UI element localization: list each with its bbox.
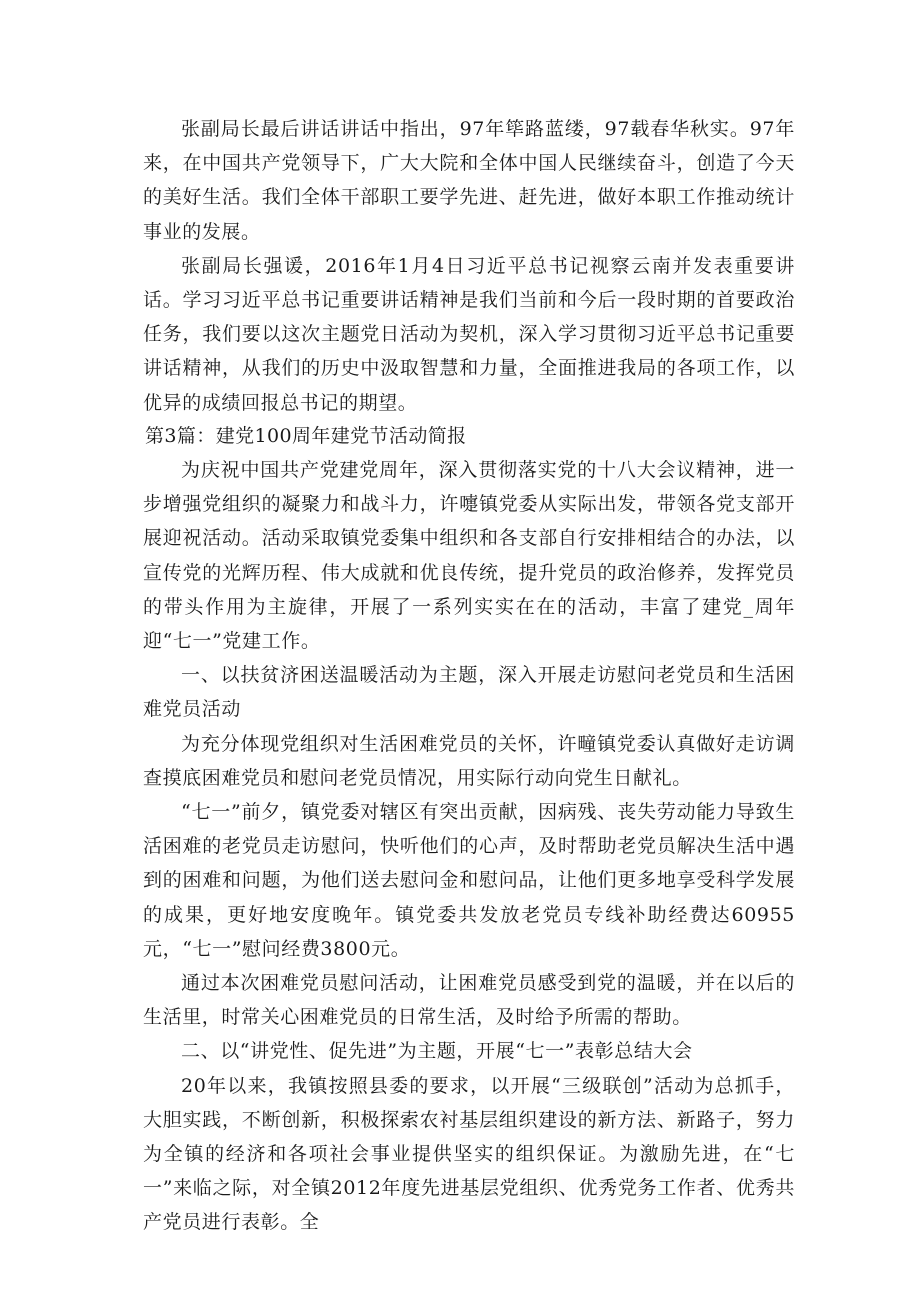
paragraph: 为庆祝中国共产党建党周年，深入贯彻落实党的十八大会议精神，进一步增强党组织的凝聚力和战斗力，许嚏镇党委从实际出发，带领各党支部开展迎祝活动。活动采取镇党委集中组织和各支部自行安排相结合的办法，以宣传党的光辉历程、伟大成就和优良传统，提升党员的政治修养，发挥党员的带头作用为主旋律，开展了一系列实实在在的活动，丰富了建党_周年迎“七一”党建工作。 bbox=[143, 459, 795, 653]
paragraph: “七一”前夕，镇党委对辖区有突出贡献，因病残、丧失劳动能力导致生活困难的老党员走访慰问，快听他们的心声，及时帮助老党员解决生活中遇到的困难和问题，为他们送去慰问金和慰问品，让他们更多地享受科学发展的成果，更好地安度晚年。镇党委共发放老党员专线补助经费达60955元，“七一”慰问经费3800元。 bbox=[143, 801, 795, 960]
paragraph: 为充分体现党组织对生活困难党员的关怀，许疃镇党委认真做好走访调查摸底困难党员和慰问老党员情况，用实际行动向党生日献礼。 bbox=[143, 732, 795, 789]
subheading-1: 一、以扶贫济困送温暖活动为主题，深入开展走访慰问老党员和生活困难党员活动 bbox=[143, 664, 795, 721]
paragraph: 张副局长最后讲话讲话中指出，97年筚路蓝缕，97载春华秋实。97年来，在中国共产党领导下，广大大院和全体中国人民继续奋斗，创造了今天的美好生活。我们全体干部职工要学先进、赶先进，做好本职工作推动统计事业的发展。 bbox=[143, 118, 795, 243]
paragraph: 张副局长强谖，2016年1月4日习近平总书记视察云南并发表重要讲话。学习习近平总书记重要讲话精神是我们当前和今后一段时期的首要政治任务，我们要以这次主题党日活动为契机，深入学习贯彻习近平总书记重要讲话精神，从我们的历史中汲取智慧和力量，全面推进我局的各项工作，以优异的成绩回报总书记的期望。 bbox=[143, 254, 795, 414]
subheading-2: 二、以“讲党性、促先进”为主题，开展“七一”表彰总结大会 bbox=[181, 1040, 693, 1063]
intro-text-block bbox=[143, 112, 795, 420]
paragraph: 20年以来，我镇按照县委的要求，以开展“三级联创”活动为总抓手，大胆实践，不断创新，积极探索农衬基层组织建设的新方法、新路子，努力为全镇的经济和各项社会事业提供坚实的组织保证。为激励先进，在“七一”来临之际，对全镇2012年度先进基层党组织、优秀党务工作者、优秀共产党员进行表彰。全 bbox=[143, 1074, 795, 1234]
article-body bbox=[143, 453, 795, 1240]
section-title: 第3篇：建党100周年建党节活动简报 bbox=[145, 425, 467, 447]
paragraph: 通过本次困难党员慰问活动，让困难党员感受到党的温暖，并在以后的生活里，时常关心困难党员的日常生活，及时给予所需的帮助。 bbox=[143, 972, 795, 1029]
